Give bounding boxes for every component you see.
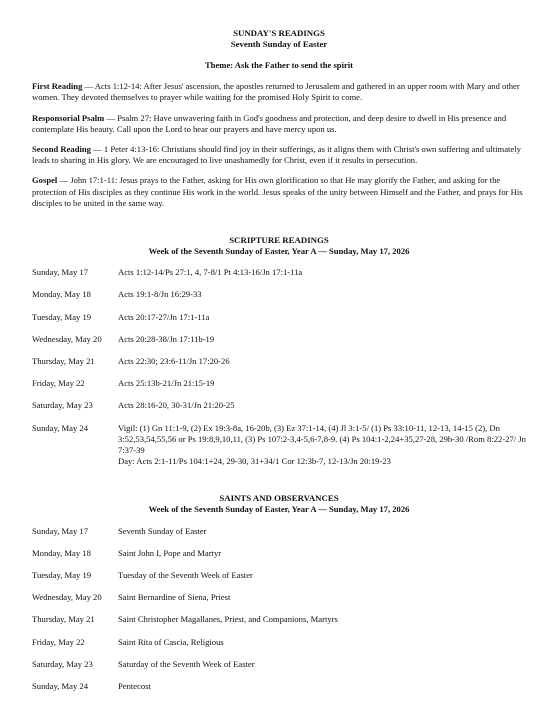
- readings-subtitle: Seventh Sunday of Easter: [230, 39, 328, 49]
- table-row: [32, 592, 338, 614]
- day-cell: Saturday, May 23: [32, 400, 93, 411]
- table-row: [32, 267, 526, 289]
- saints-section: [32, 493, 526, 703]
- readings-theme: Theme: Ask the Father to send the spirit: [204, 60, 354, 70]
- reading-cell: Acts 20:17-27/Jn 17:1-11a: [118, 311, 210, 322]
- scripture-readings-section: [32, 235, 526, 467]
- second-reading-label: Second Reading: [32, 144, 91, 155]
- first-reading-text: — Acts 1:12-14: After Jesus' ascension, the apostles returned to Jerusalem and gathered in an upper room with Mary and other women. They devoted themselves to prayer while waiting for the promised Holy Spirit to come.: [32, 81, 520, 103]
- observance-cell: Saturday of the Seventh Week of Easter: [118, 658, 255, 669]
- table-row: [32, 659, 338, 681]
- second-reading: [32, 144, 526, 166]
- observance-cell: Saint John I, Pope and Martyr: [118, 547, 222, 558]
- day-cell: Tuesday, May 19: [32, 570, 92, 581]
- saints-table: [32, 526, 338, 704]
- second-reading-text: — 1 Peter 4:13-16: Christians should find joy in their sufferings, as it aligns them with Christ's own suffering and ultimately leads to sharing in His glory. We are encouraged to live unashamedly for Christ, even if it results in persecution.: [32, 144, 521, 166]
- observance-cell: Seventh Sunday of Easter: [118, 525, 207, 536]
- day-cell: Sunday, May 24: [32, 422, 89, 433]
- day-cell: Saturday, May 23: [32, 658, 93, 669]
- reading-cell: Acts 25:13b-21/Jn 21:15-19: [118, 378, 215, 389]
- day-cell: Thursday, May 21: [32, 356, 95, 367]
- reading-cell: Acts 20:28-38/Jn 17:11b-19: [118, 333, 215, 344]
- table-row: [32, 312, 526, 334]
- gospel-label: Gospel: [32, 175, 58, 186]
- table-row: [32, 334, 526, 356]
- reading-cell: Acts 1:12-14/Ps 27:1, 4, 7-8/1 Pt 4:13-16/Jn 17:1-11a: [118, 267, 303, 278]
- table-row: [32, 423, 526, 468]
- observance-cell: Saint Christopher Magallanes, Priest, and Companions, Martyrs: [118, 614, 338, 625]
- day-cell: Sunday, May 17: [32, 525, 89, 536]
- psalm-label: Responsorial Psalm: [32, 112, 105, 123]
- vigil-readings: Vigil: (1) Gn 11:1-9, (2) Ex 19:3-8a, 16-20b, (3) Ez 37:1-14, (4) Jl 3:1-5/ (1) Ps 33:10-11, 12-13, 14-15 (2), Dn 3:52,53,54,55,56 or Ps 19:8,9,10,11, (3) Ps 107:2-3,4-5,6-7,8-9. (4) Ps 104:1-2,24+35,27-28, 29b-30 /Rom 8:22-27/ Jn 7:37-39: [118, 422, 526, 456]
- day-cell: Friday, May 22: [32, 378, 85, 389]
- day-cell: Wednesday, May 20: [32, 592, 102, 603]
- gospel-text: — John 17:1-11: Jesus prays to the Father, asking for His own glorification so that He may glorify the Father, and asking for the protection of His disciples as they continue His work in the world. Jesus speaks of the unity between Himself and the Father, and prays for His disciples to be united in the same way.: [32, 175, 523, 208]
- scripture-subtitle: Week of the Seventh Sunday of Easter, Year A — Sunday, May 17, 2026: [148, 246, 410, 257]
- table-row: [32, 548, 338, 570]
- saints-title: SAINTS AND OBSERVANCES: [219, 493, 339, 504]
- reading-cell: [118, 423, 526, 468]
- first-reading-label: First Reading: [32, 81, 83, 92]
- scripture-title: SCRIPTURE READINGS: [229, 235, 329, 246]
- reading-cell: Acts 22:30; 23:6-11/Jn 17:20-26: [118, 356, 230, 367]
- reading-cell: Acts 28:16-20, 30-31/Jn 21:20-25: [118, 400, 235, 411]
- table-row: [32, 526, 338, 548]
- scripture-table: [32, 267, 526, 467]
- day-cell: Monday, May 18: [32, 289, 91, 300]
- day-readings: Day: Acts 2:1-11/Ps 104:1+24, 29-30, 31+34/1 Cor 12:3b-7, 12-13/Jn 20:19-23: [118, 456, 391, 467]
- observance-cell: Saint Rita of Cascia, Religious: [118, 636, 224, 647]
- observance-cell: Saint Bernardine of Siena, Priest: [118, 592, 231, 603]
- day-cell: Friday, May 22: [32, 636, 85, 647]
- day-cell: Sunday, May 24: [32, 681, 89, 692]
- table-row: [32, 356, 526, 378]
- reading-cell: Acts 19:1-8/Jn 16:29-33: [118, 289, 202, 300]
- first-reading: [32, 81, 526, 103]
- bulletin-page: [32, 28, 526, 703]
- table-row: [32, 289, 526, 311]
- observance-cell: Pentecost: [118, 681, 151, 692]
- table-row: [32, 570, 338, 592]
- readings-title: SUNDAY'S READINGS: [233, 28, 325, 38]
- day-cell: Tuesday, May 19: [32, 311, 92, 322]
- day-cell: Sunday, May 17: [32, 267, 89, 278]
- observance-cell: Tuesday of the Seventh Week of Easter: [118, 570, 253, 581]
- table-row: [32, 681, 338, 703]
- psalm-text: — Psalm 27: Have unwavering faith in God's goodness and protection, and deep desire to dwell in His presence and contemplate His beauty. Call upon the Lord to hear our prayers and have mercy upon us.: [32, 112, 507, 134]
- table-row: [32, 378, 526, 400]
- table-row: [32, 400, 526, 422]
- responsorial-psalm: [32, 113, 526, 135]
- table-row: [32, 637, 338, 659]
- table-row: [32, 614, 338, 636]
- sunday-readings-section: [32, 28, 526, 209]
- day-cell: Monday, May 18: [32, 547, 91, 558]
- day-cell: Thursday, May 21: [32, 614, 95, 625]
- saints-subtitle: Week of the Seventh Sunday of Easter, Year A — Sunday, May 17, 2026: [148, 504, 410, 515]
- day-cell: Wednesday, May 20: [32, 333, 102, 344]
- gospel: [32, 175, 526, 209]
